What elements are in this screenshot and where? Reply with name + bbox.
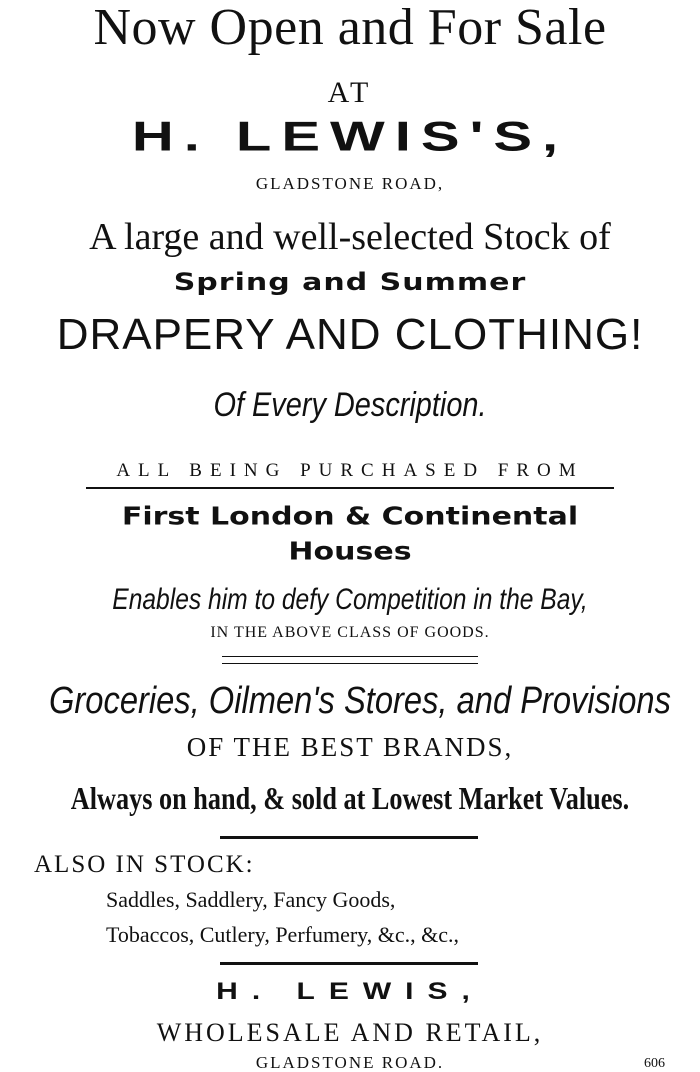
street-address-top: GLADSTONE ROAD, [255,174,445,193]
also-in-stock-heading: ALSO IN STOCK: [34,851,255,878]
signature: H. LEWIS, [216,978,484,1005]
source-line-2: Houses [288,537,412,567]
double-rule-top [222,656,478,657]
competition-line: Enables him to defy Competition in the Bay, [112,583,588,616]
groceries-line: Groceries, Oilmen's Stores, and Provisions [49,680,671,722]
reference-number: 606 [644,1056,665,1071]
double-rule-bottom [222,663,478,664]
headline: Now Open and For Sale [93,0,607,56]
merchant-name: H. LEWIS'S, [131,113,569,160]
trade-line: WHOLESALE AND RETAIL, [156,1018,544,1047]
brands-line: OF THE BEST BRANDS, [186,732,514,762]
divider-purchased [86,487,614,489]
goods-line: DRAPERY AND CLOTHING! [56,310,644,359]
stock-items-line-1: Saddles, Saddlery, Fancy Goods, [106,887,396,912]
stock-items-line-2: Tobaccos, Cutlery, Perfumery, &c., &c., [106,922,459,947]
at-line: AT [327,76,373,109]
always-line: Always on hand, & sold at Lowest Market Values. [70,780,630,816]
divider-middle [220,836,478,839]
stock-line: A large and well-selected Stock of [89,216,611,258]
divider-bottom [220,962,478,965]
street-address-bottom: GLADSTONE ROAD. [255,1053,445,1072]
source-line-1: First London & Continental [121,502,579,532]
description-line: Of Every Description. [213,386,487,424]
class-line: IN THE ABOVE CLASS OF GOODS. [210,624,490,641]
season-line: Spring and Summer [173,268,527,297]
purchased-line: ALL BEING PURCHASED FROM [116,460,584,481]
